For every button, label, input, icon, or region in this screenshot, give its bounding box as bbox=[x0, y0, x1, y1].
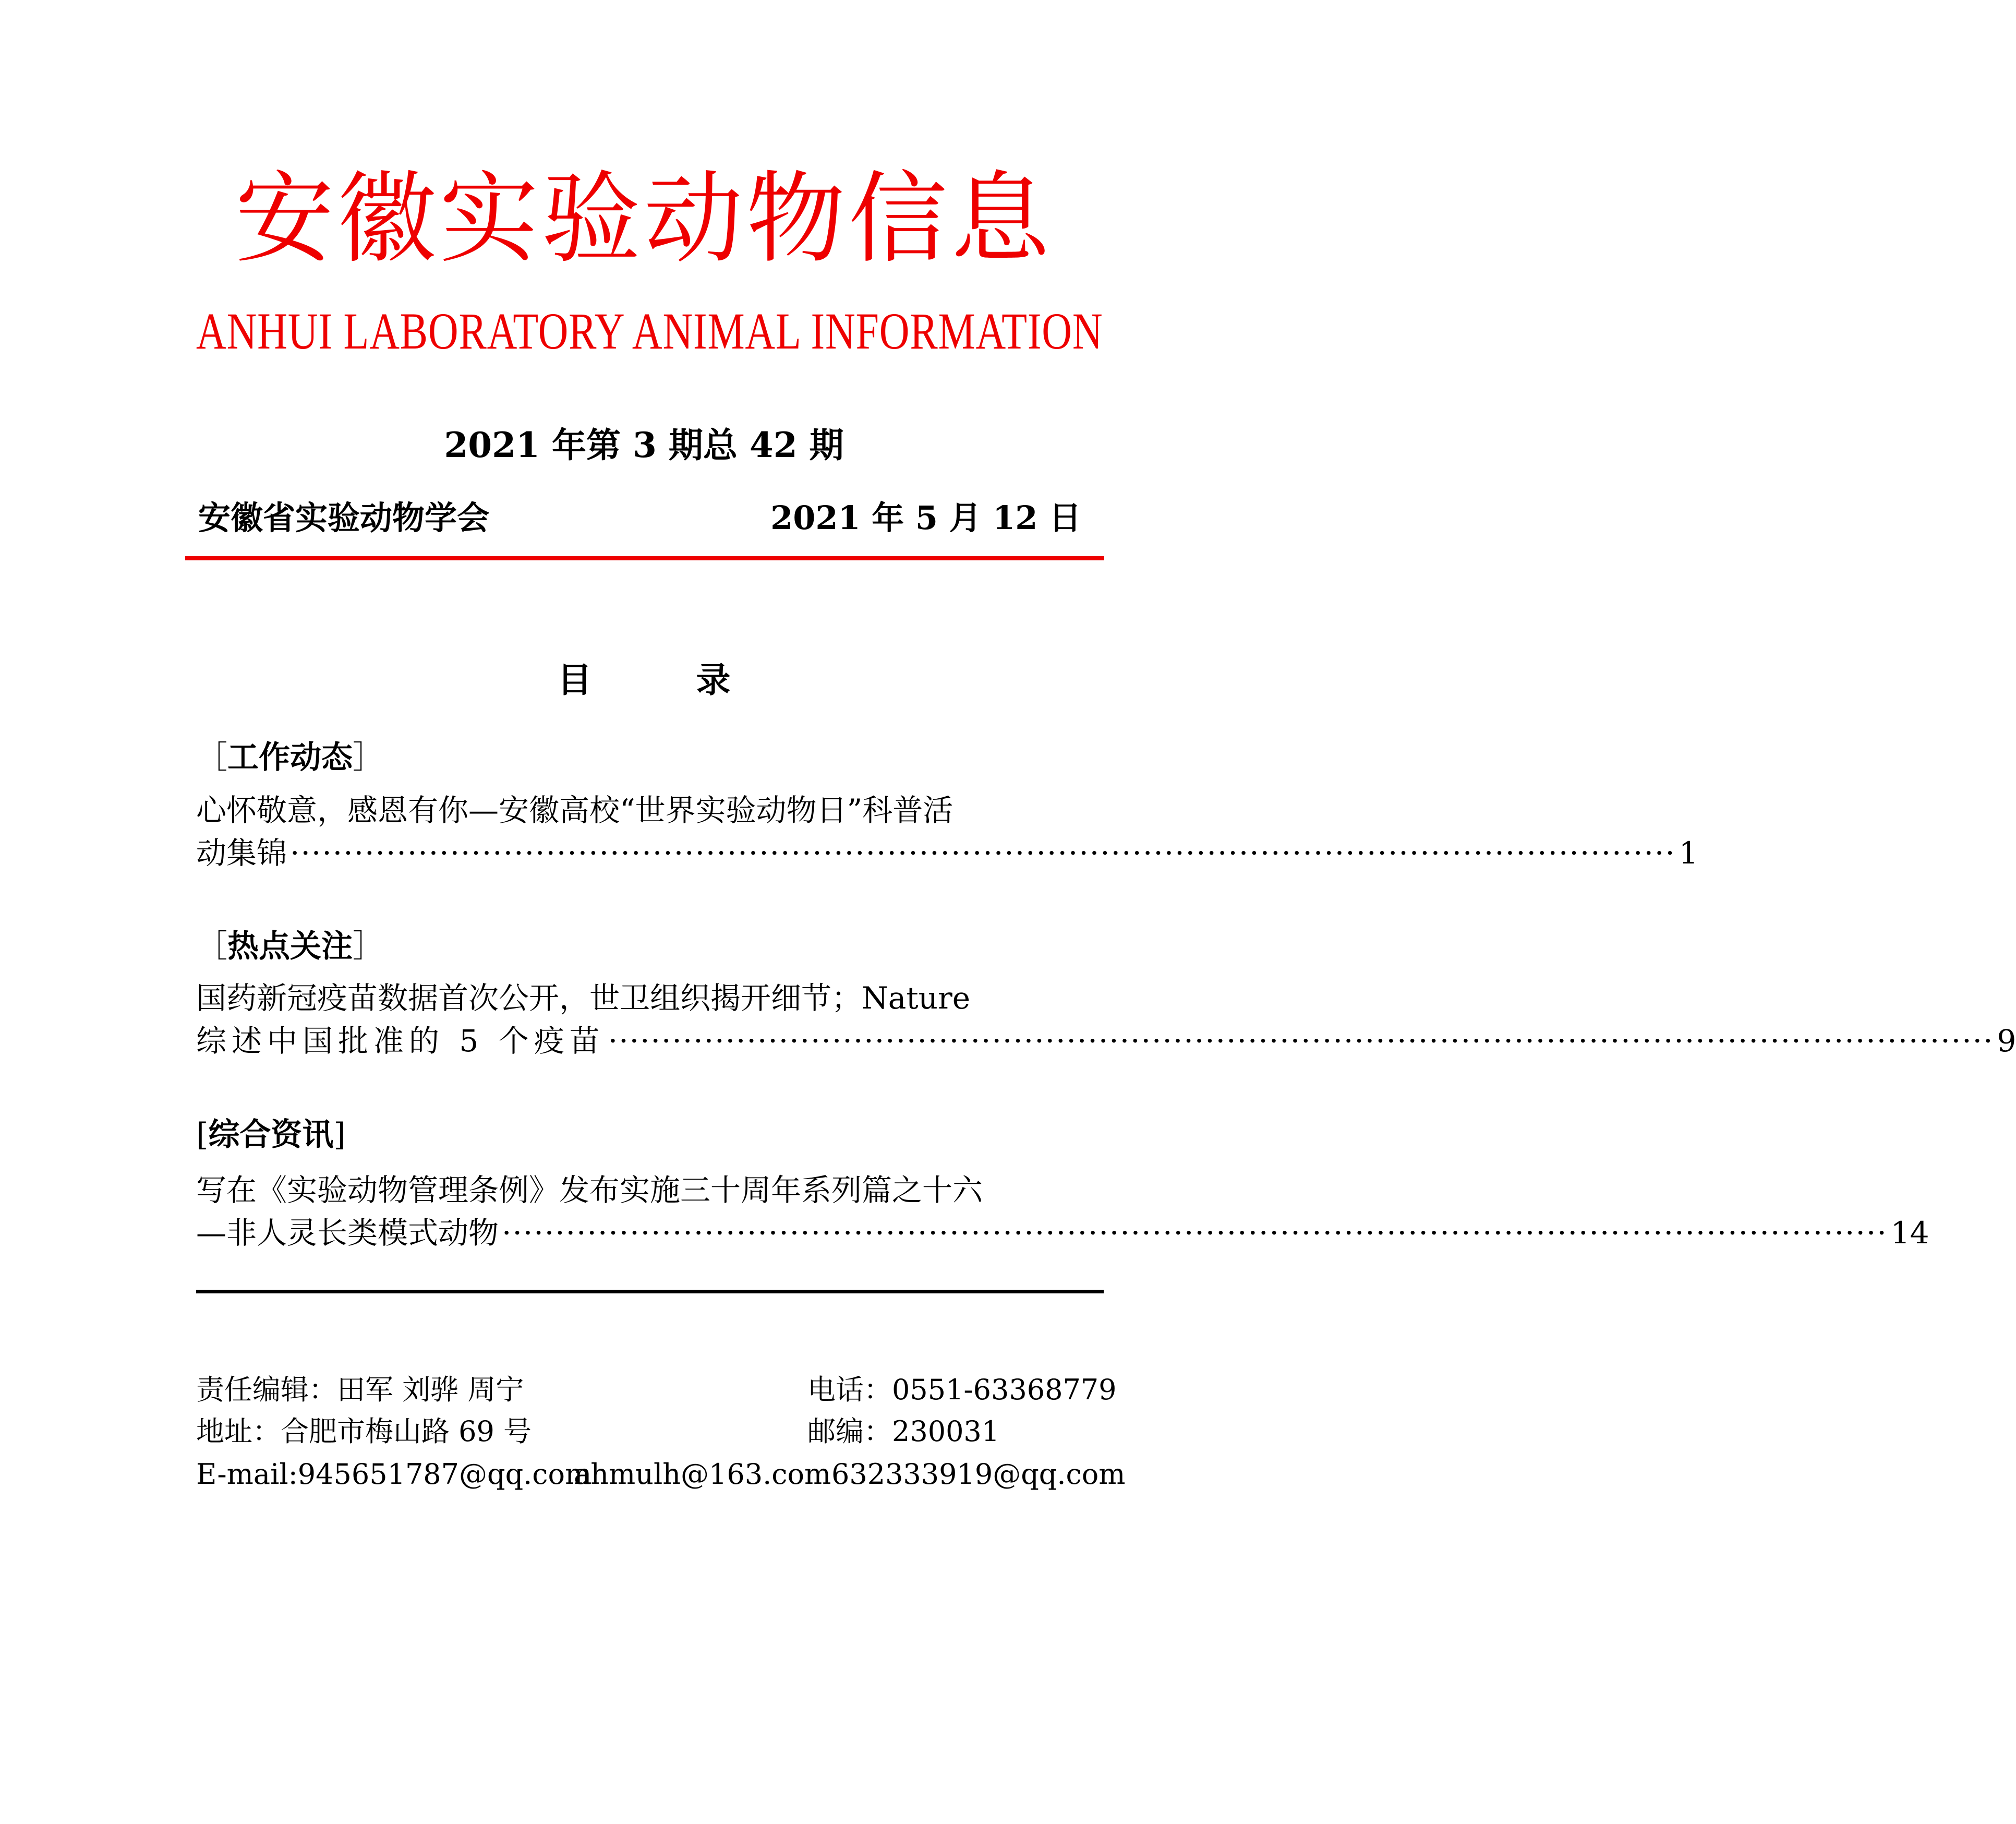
entry-page-number: 9 bbox=[1997, 1023, 2016, 1059]
entry-page-number: 1 bbox=[1679, 835, 1698, 871]
toc-title: 目录 bbox=[557, 659, 835, 700]
section-close-bracket: ］ bbox=[353, 928, 384, 965]
entry-page-number: 14 bbox=[1890, 1215, 1929, 1251]
toc-entry[interactable] bbox=[196, 1169, 1929, 1254]
entry-title-line1: 国药新冠疫苗数据首次公开，世卫组织揭开细节；Nature bbox=[196, 980, 971, 1016]
footer-phone: 电话：0551-63368779 bbox=[807, 1373, 1117, 1406]
entry-title-line2: 动集锦 bbox=[196, 835, 287, 871]
footer-email-3[interactable]: 632333919@qq.com bbox=[831, 1458, 1126, 1491]
section-open-bracket: ［ bbox=[196, 928, 227, 965]
section-open-bracket: [ bbox=[196, 1117, 209, 1153]
toc-section-heading bbox=[196, 925, 384, 968]
leader-dots: ·································································································································· bbox=[502, 1215, 1888, 1251]
black-divider bbox=[196, 1290, 1104, 1293]
footer-postcode: 邮编：230031 bbox=[807, 1415, 1000, 1448]
section-open-bracket: ［ bbox=[196, 739, 227, 776]
toc-section-heading bbox=[196, 736, 384, 779]
red-divider bbox=[185, 556, 1104, 560]
toc-entry[interactable] bbox=[196, 789, 1698, 874]
section-name: 热点关注 bbox=[227, 928, 353, 965]
masthead-title-en: ANHUI LABORATORY ANIMAL INFORMATION bbox=[196, 302, 1103, 360]
masthead-title-cn: 安徽实验动物信息 bbox=[235, 161, 1053, 277]
footer-editors: 责任编辑：田军 刘骅 周宁 bbox=[196, 1373, 524, 1406]
footer-email-2[interactable]: ahmulh@163.com bbox=[574, 1458, 831, 1491]
leader-dots: ·································································································································· bbox=[290, 835, 1676, 871]
footer-email-1[interactable]: E-mail:945651787@qq.com bbox=[196, 1458, 592, 1491]
entry-title-line1: 心怀敬意，感恩有你—安徽高校“世界实验动物日”科普活 bbox=[196, 793, 953, 828]
section-name: 工作动态 bbox=[227, 739, 353, 776]
section-close-bracket: ］ bbox=[353, 739, 384, 776]
publisher-organization: 安徽省实验动物学会 bbox=[198, 499, 490, 537]
section-name: 综合资讯 bbox=[208, 1117, 334, 1153]
leader-dots: ·································································································································· bbox=[608, 1023, 1994, 1059]
footer-address: 地址：合肥市梅山路 69 号 bbox=[196, 1415, 532, 1448]
publication-date: 2021 年 5 月 12 日 bbox=[770, 499, 1081, 537]
entry-title-line1: 写在《实验动物管理条例》发布实施三十周年系列篇之十六 bbox=[196, 1172, 983, 1208]
entry-title-line2: —非人灵长类模式动物 bbox=[196, 1215, 499, 1251]
issue-number: 2021 年第 3 期总 42 期 bbox=[444, 425, 844, 465]
entry-title-line2: 综述中国批准的 5 个疫苗 bbox=[196, 1023, 605, 1059]
toc-entry[interactable] bbox=[196, 977, 2016, 1062]
section-close-bracket: ] bbox=[333, 1117, 346, 1153]
toc-section-heading bbox=[196, 1113, 346, 1157]
